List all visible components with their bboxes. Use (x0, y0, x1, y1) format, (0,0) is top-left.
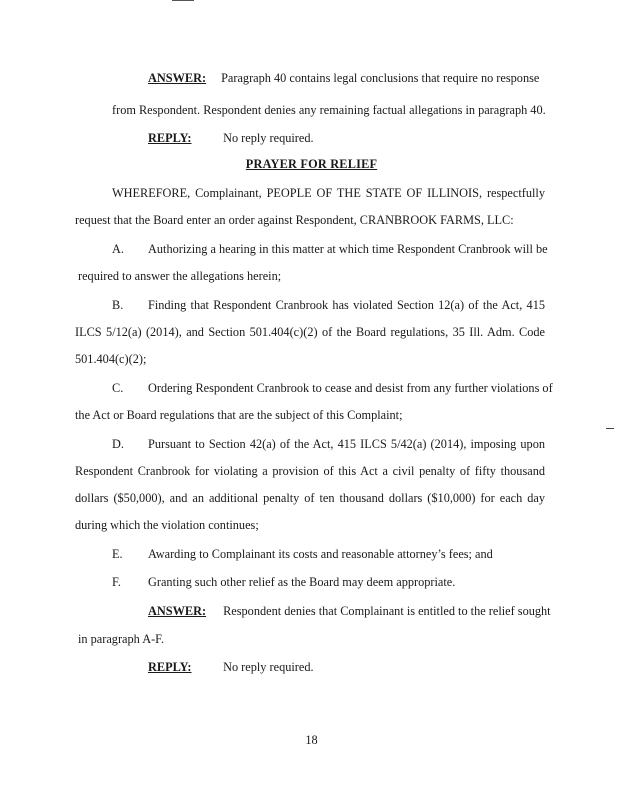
prayer-for-relief-heading: PRAYER FOR RELIEF (245, 157, 378, 171)
item-d-line-2: Respondent Cranbrook for violating a provision of this Act a civil penalty of fifty thousand (75, 464, 545, 478)
reply-label: REPLY: (148, 660, 192, 674)
scan-mark-top (172, 0, 194, 1)
page-number: 18 (305, 733, 318, 747)
answer-label: ANSWER: (148, 71, 207, 85)
item-b-line-3: 501.404(c)(2); (75, 352, 147, 366)
reply-2 (148, 660, 314, 675)
item-e-letter: E. (112, 547, 123, 561)
item-d-line-1: Pursuant to Section 42(a) of the Act, 415 ILCS 5/42(a) (2014), imposing upon (148, 437, 545, 451)
reply-label: REPLY: (148, 131, 192, 145)
answer-label: ANSWER: (148, 604, 207, 618)
scan-mark-right (606, 428, 614, 429)
item-b-line-2: ILCS 5/12(a) (2014), and Section 501.404(c)(2) of the Board regulations, 35 Ill. Adm. Code (75, 325, 545, 339)
answer-1-line-1 (148, 71, 539, 86)
item-a-letter: A. (112, 242, 124, 256)
item-d-letter: D. (112, 437, 124, 451)
answer-2-line-2: in paragraph A-F. (78, 632, 165, 646)
intro-line-1: WHEREFORE, Complainant, PEOPLE OF THE STATE OF ILLINOIS, respectfully (112, 186, 545, 200)
reply-text: No reply required. (223, 131, 314, 145)
item-f-letter: F. (112, 575, 121, 589)
item-a-line-1: Authorizing a hearing in this matter at which time Respondent Cranbrook will be (148, 242, 548, 256)
reply-text: No reply required. (223, 660, 314, 674)
item-b-line-1: Finding that Respondent Cranbrook has violated Section 12(a) of the Act, 415 (148, 298, 545, 312)
item-f-line-1: Granting such other relief as the Board may deem appropriate. (148, 575, 456, 589)
reply-1 (148, 131, 314, 146)
item-c-line-2: the Act or Board regulations that are the subject of this Complaint; (75, 408, 403, 422)
item-b-letter: B. (112, 298, 124, 312)
intro-line-2: request that the Board enter an order against Respondent, CRANBROOK FARMS, LLC: (75, 213, 514, 227)
item-e-line-1: Awarding to Complainant its costs and reasonable attorney’s fees; and (148, 547, 493, 561)
answer-text: Paragraph 40 contains legal conclusions that require no response (221, 71, 540, 85)
answer-text: Respondent denies that Complainant is entitled to the relief sought (223, 604, 551, 618)
item-d-line-4: during which the violation continues; (75, 518, 259, 532)
answer-1-line-2: from Respondent. Respondent denies any remaining factual allegations in paragraph 40. (112, 103, 546, 117)
item-c-letter: C. (112, 381, 124, 395)
item-a-line-2: required to answer the allegations herein; (78, 269, 282, 283)
item-d-line-3: dollars ($50,000), and an additional penalty of ten thousand dollars ($10,000) for each day (75, 491, 545, 505)
item-c-line-1: Ordering Respondent Cranbrook to cease and desist from any further violations of (148, 381, 553, 395)
answer-2-line-1 (148, 604, 551, 619)
